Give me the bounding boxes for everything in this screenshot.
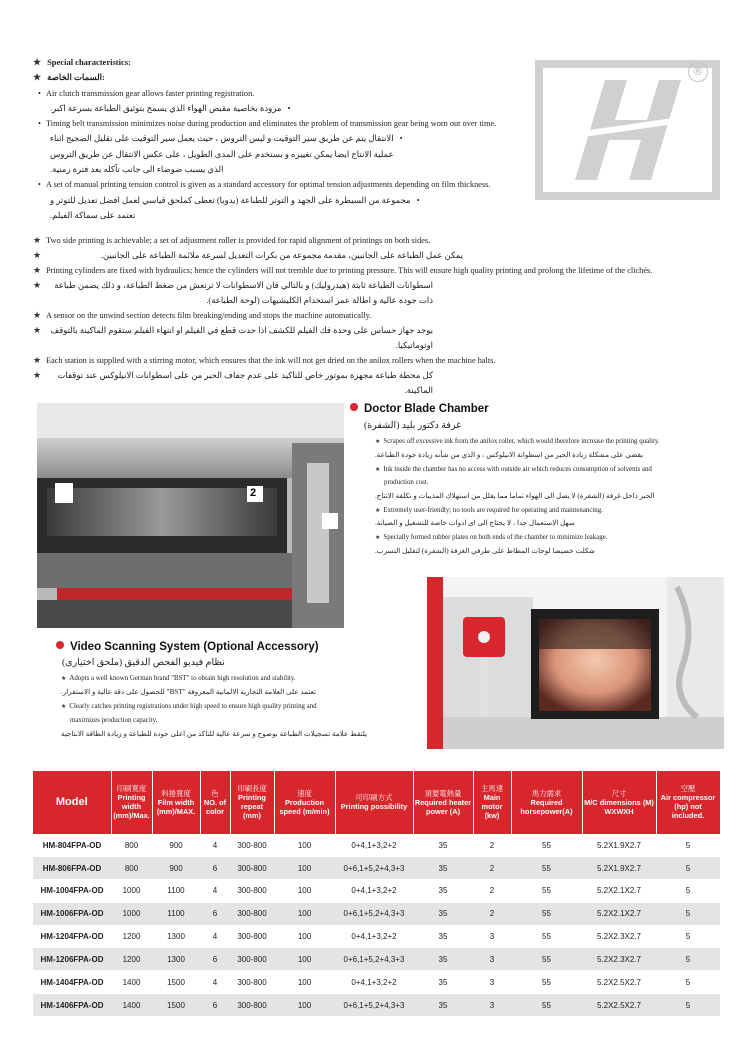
- spec-cell: 1200: [111, 925, 152, 948]
- column-header-en: M/C dimensions (M) WXWXH: [584, 797, 654, 816]
- spec-cell: 1000: [111, 902, 152, 925]
- general-item-3-ar-2: اوتوماتيكيا.: [395, 340, 433, 350]
- column-header-zh: 速度: [297, 788, 312, 798]
- spec-cell: 5.2X2.1X2.7: [582, 902, 656, 925]
- video-item-2-en: ★ Clearly catches printing registrations under high speed to ensure high quality printing and: [61, 703, 317, 710]
- spec-cell: 800: [111, 857, 152, 880]
- spec-cell: 2: [473, 880, 511, 903]
- spec-cell: 800: [111, 834, 152, 857]
- general-item-2-ar-2: ذات جودة عالية و اطالة عمر استخدام الكليشيهات (لوحة الطباعة).: [206, 295, 433, 305]
- special-item-1-ar: • مزودة بخاصية مقبض الهواء الذي يسمح بتوثيق الطباعة بسرعة اكبر.: [50, 103, 281, 114]
- star-icon: ★: [375, 467, 381, 473]
- table-row: [33, 834, 720, 857]
- general-item-4-ar-2: الماكينة.: [404, 385, 433, 395]
- spec-cell: 55: [511, 902, 582, 925]
- spec-cell: 1000: [111, 880, 152, 903]
- spec-cell: 55: [511, 994, 582, 1017]
- spec-cell: 300-800: [230, 880, 274, 903]
- model-cell: HM-1004FPA-OD: [33, 880, 111, 903]
- video-scanning-title-ar: نظام فيديو الفحص الدقيق (ملحق اختيارى): [62, 658, 225, 668]
- star-icon: ★: [33, 57, 42, 67]
- video-scanning-title: Video Scanning System (Optional Accessory): [56, 641, 319, 653]
- spec-cell: 55: [511, 971, 582, 994]
- general-item-2-en: ★ Printing cylinders are fixed with hydraulics; hence the cylinders will not tremble due to printing pressure. This will ensure high quality printing and prolong the lifetime of the clichés.: [33, 265, 653, 275]
- column-header-en: Printing width (mm)/Max.: [113, 793, 150, 821]
- spec-cell: 0+4,1+3,2+2: [335, 925, 413, 948]
- spec-cell: 35: [413, 971, 473, 994]
- spec-cell: 100: [274, 971, 335, 994]
- spec-cell: 100: [274, 948, 335, 971]
- star-icon: ★: [33, 250, 42, 260]
- spec-cell: 300-800: [230, 857, 274, 880]
- spec-cell: 1100: [152, 902, 200, 925]
- table-row: [33, 971, 720, 994]
- spec-cell: 300-800: [230, 834, 274, 857]
- model-cell: HM-806FPA-OD: [33, 857, 111, 880]
- doctor-blade-title: Doctor Blade Chamber: [350, 403, 489, 415]
- spec-cell: 5: [656, 925, 720, 948]
- general-item-1-ar: ★ يمكن عمل الطباعة على الجانبين، مقدمة مجموعة من بكرات التعديل لسرعة ملائمة الطباعة على الجانبين.: [33, 250, 463, 260]
- spec-cell: 0+6,1+5,2+4,3+3: [335, 994, 413, 1017]
- spec-cell: 1200: [111, 948, 152, 971]
- spec-cell: 100: [274, 994, 335, 1017]
- doctor-blade-photo: [37, 403, 344, 628]
- model-cell: HM-1006FPA-OD: [33, 902, 111, 925]
- spec-cell: 5: [656, 948, 720, 971]
- spec-cell: 0+4,1+3,2+2: [335, 834, 413, 857]
- column-header-zh: 印刷長度: [237, 784, 267, 794]
- spec-cell: 55: [511, 880, 582, 903]
- column-header-10: [582, 771, 656, 834]
- doctor-blade-title-ar: غرفة دكتور بليد (الشفرة): [364, 421, 462, 431]
- column-header-7: [413, 771, 473, 834]
- column-header-en: Production speed (m/min): [279, 797, 330, 816]
- column-header-zh: 馬力需求: [531, 788, 562, 798]
- special-heading-ar: ★ السمات الخاصة:: [33, 72, 105, 82]
- column-header-en: NO. of color: [203, 797, 227, 816]
- spec-cell: 35: [413, 948, 473, 971]
- model-cell: HM-804FPA-OD: [33, 834, 111, 857]
- spec-cell: 5: [656, 994, 720, 1017]
- table-row: [33, 948, 720, 971]
- spec-cell: 3: [473, 994, 511, 1017]
- spec-cell: 1100: [152, 880, 200, 903]
- spec-cell: 4: [200, 925, 230, 948]
- general-item-3-ar-1: ★ يوجد جهاز حساس على وحدة فك الفيلم للكشف اذا حدث قطع في الفيلم او انتهاء الفيلم ستقوم الماكينة بالتوقف: [33, 325, 433, 335]
- spec-cell: 3: [473, 971, 511, 994]
- star-icon: ★: [61, 676, 67, 682]
- spec-cell: 35: [413, 834, 473, 857]
- column-header-0: [33, 771, 111, 834]
- video-item-1-en: ★ Adopts a well known German brand "BST" to obtain high resolution and stability.: [61, 675, 296, 682]
- special-item-2-ar-3: الذي يسبب ضوضاء الى جانب تآكله بعد فترة زمنية.: [50, 164, 224, 174]
- spec-cell: 6: [200, 902, 230, 925]
- column-header-zh: 空壓: [680, 784, 696, 794]
- spec-cell: 300-800: [230, 971, 274, 994]
- spec-table-body: [33, 834, 720, 1016]
- spec-cell: 5.2X2.1X2.7: [582, 880, 656, 903]
- star-icon: ★: [33, 355, 42, 365]
- doctor-blade-item-3-en: ★ Extremely user-friendly; no tools are required for operating and maintenancing.: [375, 507, 603, 514]
- model-cell: HM-1406FPA-OD: [33, 994, 111, 1017]
- star-icon: ★: [33, 235, 42, 245]
- spec-cell: 100: [274, 834, 335, 857]
- spec-cell: 100: [274, 857, 335, 880]
- doctor-blade-item-2-ar: الحبر داخل غرفة (الشفرة) لا يصل الى الهواء تماما مما يقلل من استهلاك المذيبات و تكلفة الانتاج.: [375, 492, 655, 500]
- doctor-blade-item-1-ar: يقضي على مشكلة زيادة الحبر من اسطوانة الانيلوكس ، و الذي من شأنه زيادة جودة الطباعة.: [375, 451, 644, 459]
- spec-cell: 1500: [152, 971, 200, 994]
- column-header-11: [656, 771, 720, 834]
- spec-cell: 900: [152, 834, 200, 857]
- column-header-zh: 須要電熱量: [424, 788, 462, 798]
- column-header-zh: 料捲寬度: [161, 788, 191, 798]
- spec-cell: 2: [473, 902, 511, 925]
- spec-cell: 4: [200, 834, 230, 857]
- red-dot-icon: [350, 403, 358, 411]
- spec-cell: 6: [200, 994, 230, 1017]
- spec-cell: 6: [200, 948, 230, 971]
- special-item-2-ar-1: • الانتقال يتم عن طريق سير التوقيت و ليس التروس ، حيث يعمل سير التوقيت على تقليل الضجيج اثناء: [50, 133, 394, 144]
- table-row: [33, 857, 720, 880]
- star-icon: ★: [375, 439, 381, 445]
- star-icon: ★: [33, 280, 42, 290]
- spec-header-row: [33, 771, 720, 834]
- spec-cell: 0+6,1+5,2+4,3+3: [335, 948, 413, 971]
- column-header-zh: 可印刷方式: [355, 793, 393, 803]
- station-number-label: 2: [250, 487, 257, 499]
- table-row: [33, 902, 720, 925]
- general-item-3-en: ★ A sensor on the unwind section detects film breaking/ending and stops the machine automatically.: [33, 310, 372, 320]
- doctor-blade-item-3-ar: سهل الاستعمال جدا ، لا يحتاج الى اى ادوات خاصة للتشغيل و الصيانة.: [375, 519, 575, 527]
- spec-cell: 300-800: [230, 994, 274, 1017]
- column-header-en: Model: [55, 795, 88, 808]
- spec-cell: 1500: [152, 994, 200, 1017]
- spec-cell: 5.2X1.9X2.7: [582, 834, 656, 857]
- special-item-3-ar-1: • مجموعة من السيطرة على الجهد و التوتر للطباعة (يدويا) تعطى كملحق قياسي لعمل افضل تعديل للتوتر و: [50, 195, 411, 206]
- doctor-blade-item-1-en: ★ Scrapes off excessive ink from the anilox roller, which would therefore increase the printing quality.: [375, 438, 660, 445]
- video-item-1-ar: تعتمد على العلامة التجارية الالمانية المعروفة "BST" للحصول على دقة عالية و الاستقرار.: [61, 688, 317, 696]
- video-item-2-ar: يلتقط علامة تسجيلات الطباعة بوضوح و سرعة عالية للتاكد من اعلى جودة للطباعة و زيادة الطاقة الانتاجية: [61, 730, 368, 738]
- spec-cell: 2: [473, 834, 511, 857]
- registered-mark: ®: [688, 62, 708, 82]
- doctor-blade-item-4-ar: شكلت خصيصا لوحات المطاط على طرفي الغرفة (الشفرة) لتقليل التسرب.: [375, 547, 595, 555]
- special-item-3-ar-2: تعتمد على سماكة الفيلم.: [50, 210, 136, 220]
- company-logo: [535, 60, 720, 200]
- spec-cell: 5: [656, 880, 720, 903]
- spec-cell: 100: [274, 902, 335, 925]
- spec-cell: 5: [656, 902, 720, 925]
- column-header-zh: 主馬達: [480, 784, 504, 794]
- general-item-4-en: ★ Each station is supplied with a stirring motor, which ensures that the ink will not get dried on the anilox rollers when the machine halts.: [33, 355, 496, 365]
- spec-cell: 4: [200, 971, 230, 994]
- spec-cell: 55: [511, 857, 582, 880]
- spec-cell: 5.2X2.3X2.7: [582, 948, 656, 971]
- column-header-8: [473, 771, 511, 834]
- model-cell: HM-1204FPA-OD: [33, 925, 111, 948]
- spec-cell: 1400: [111, 994, 152, 1017]
- spec-cell: 0+4,1+3,2+2: [335, 880, 413, 903]
- spec-cell: 300-800: [230, 902, 274, 925]
- spec-cell: 2: [473, 857, 511, 880]
- spec-cell: 300-800: [230, 925, 274, 948]
- spec-cell: 0+6,1+5,2+4,3+3: [335, 902, 413, 925]
- spec-cell: 55: [511, 925, 582, 948]
- star-icon: ★: [33, 325, 42, 335]
- spec-cell: 4: [200, 880, 230, 903]
- star-icon: ★: [33, 370, 42, 380]
- model-cell: HM-1404FPA-OD: [33, 971, 111, 994]
- column-header-en: Required heater power (A): [414, 797, 472, 816]
- spec-cell: 35: [413, 994, 473, 1017]
- column-header-zh: 色: [211, 788, 219, 798]
- spec-cell: 0+4,1+3,2+2: [335, 971, 413, 994]
- spec-cell: 55: [511, 948, 582, 971]
- column-header-1: [111, 771, 152, 834]
- column-header-5: [274, 771, 335, 834]
- spec-cell: 5.2X1.9X2.7: [582, 857, 656, 880]
- special-item-2-ar-2: عملية الانتاج ايضا يمكن تغييره و يستخدم على المدى الطويل ، على عكس الانتقال عن طريق التروس: [50, 149, 394, 159]
- spec-cell: 300-800: [230, 948, 274, 971]
- star-icon: ★: [33, 265, 42, 275]
- spec-cell: 100: [274, 880, 335, 903]
- column-header-en: Air compressor (hp) not included.: [660, 793, 716, 821]
- special-item-1-en: • Air clutch transmission gear allows faster printing registration.: [46, 88, 254, 99]
- doctor-blade-item-2-en: ★ Ink inside the chamber has no access with outside air which reduces consumption of solvents and: [375, 466, 652, 473]
- special-item-2-en: • Timing belt transmission minimizes noise during production and eliminates the problem of transmission gear being worn out over time.: [46, 118, 496, 129]
- general-item-1-en: ★ Two side printing is achievable; a set of adjustment roller is provided for rapid alignment of printings on both sides.: [33, 235, 431, 245]
- spec-cell: 1300: [152, 925, 200, 948]
- table-row: [33, 925, 720, 948]
- column-header-2: [152, 771, 200, 834]
- video-scanning-photo: [427, 577, 724, 749]
- star-icon: ★: [375, 508, 381, 514]
- star-icon: ★: [375, 535, 381, 541]
- column-header-en: Printing repeat (mm): [238, 793, 266, 821]
- spec-cell: 3: [473, 948, 511, 971]
- spec-cell: 0+6,1+5,2+4,3+3: [335, 857, 413, 880]
- general-item-2-ar-1: ★ اسطوانات الطباعة ثابتة (هيدروليك) و بالتالي فان الاسطوانات لا ترتعش من ضغط الطباعة، و ذلك يضمن طباعة: [33, 280, 433, 290]
- table-row: [33, 994, 720, 1017]
- general-item-4-ar-1: ★ كل محطة طباعة مجهزة بموتور خاص للتاكيد على عدم جفاف الحبر من على اسطوانات الانيلوكس عند توقفات: [33, 370, 433, 380]
- column-header-en: Film width (mm)/MAX.: [156, 797, 196, 816]
- column-header-en: Main motor (kw): [481, 793, 503, 821]
- column-header-6: [335, 771, 413, 834]
- red-dot-icon: [56, 641, 64, 649]
- spec-cell: 6: [200, 857, 230, 880]
- spec-cell: 100: [274, 925, 335, 948]
- column-header-en: Required horsepower(A): [520, 797, 573, 816]
- spec-cell: 5.2X2.5X2.7: [582, 971, 656, 994]
- spec-cell: 5.2X2.5X2.7: [582, 994, 656, 1017]
- spec-table: [33, 771, 721, 1016]
- special-heading-en: ★ Special characteristics:: [33, 57, 131, 67]
- spec-cell: 5: [656, 857, 720, 880]
- spec-cell: 1400: [111, 971, 152, 994]
- star-icon: ★: [33, 310, 42, 320]
- star-icon: ★: [33, 72, 42, 82]
- column-header-zh: 印刷寬度: [116, 784, 147, 794]
- column-header-3: [200, 771, 230, 834]
- spec-cell: 35: [413, 880, 473, 903]
- spec-cell: 35: [413, 857, 473, 880]
- spec-cell: 5: [656, 971, 720, 994]
- column-header-9: [511, 771, 582, 834]
- spec-cell: 1300: [152, 948, 200, 971]
- column-header-zh: 尺寸: [611, 788, 627, 798]
- column-header-en: Printing possibility: [340, 802, 408, 812]
- spec-cell: 5.2X2.3X2.7: [582, 925, 656, 948]
- spec-cell: 35: [413, 925, 473, 948]
- special-item-3-en: • A set of manual printing tension control is given as a standard accessory for optimal tension adjustments depending on film thickness.: [46, 179, 491, 190]
- spec-cell: 55: [511, 834, 582, 857]
- video-item-2-en-2: maximizes production capacity.: [70, 717, 158, 724]
- spec-cell: 3: [473, 925, 511, 948]
- star-icon: ★: [61, 704, 67, 710]
- table-row: [33, 880, 720, 903]
- doctor-blade-item-4-en: ★ Specially formed rubber plates on both ends of the chamber to minimize leakage.: [375, 534, 608, 541]
- spec-cell: 35: [413, 902, 473, 925]
- spec-cell: 5: [656, 834, 720, 857]
- column-header-4: [230, 771, 274, 834]
- model-cell: HM-1206FPA-OD: [33, 948, 111, 971]
- doctor-blade-item-2-en-2: production cost.: [384, 479, 429, 486]
- spec-cell: 900: [152, 857, 200, 880]
